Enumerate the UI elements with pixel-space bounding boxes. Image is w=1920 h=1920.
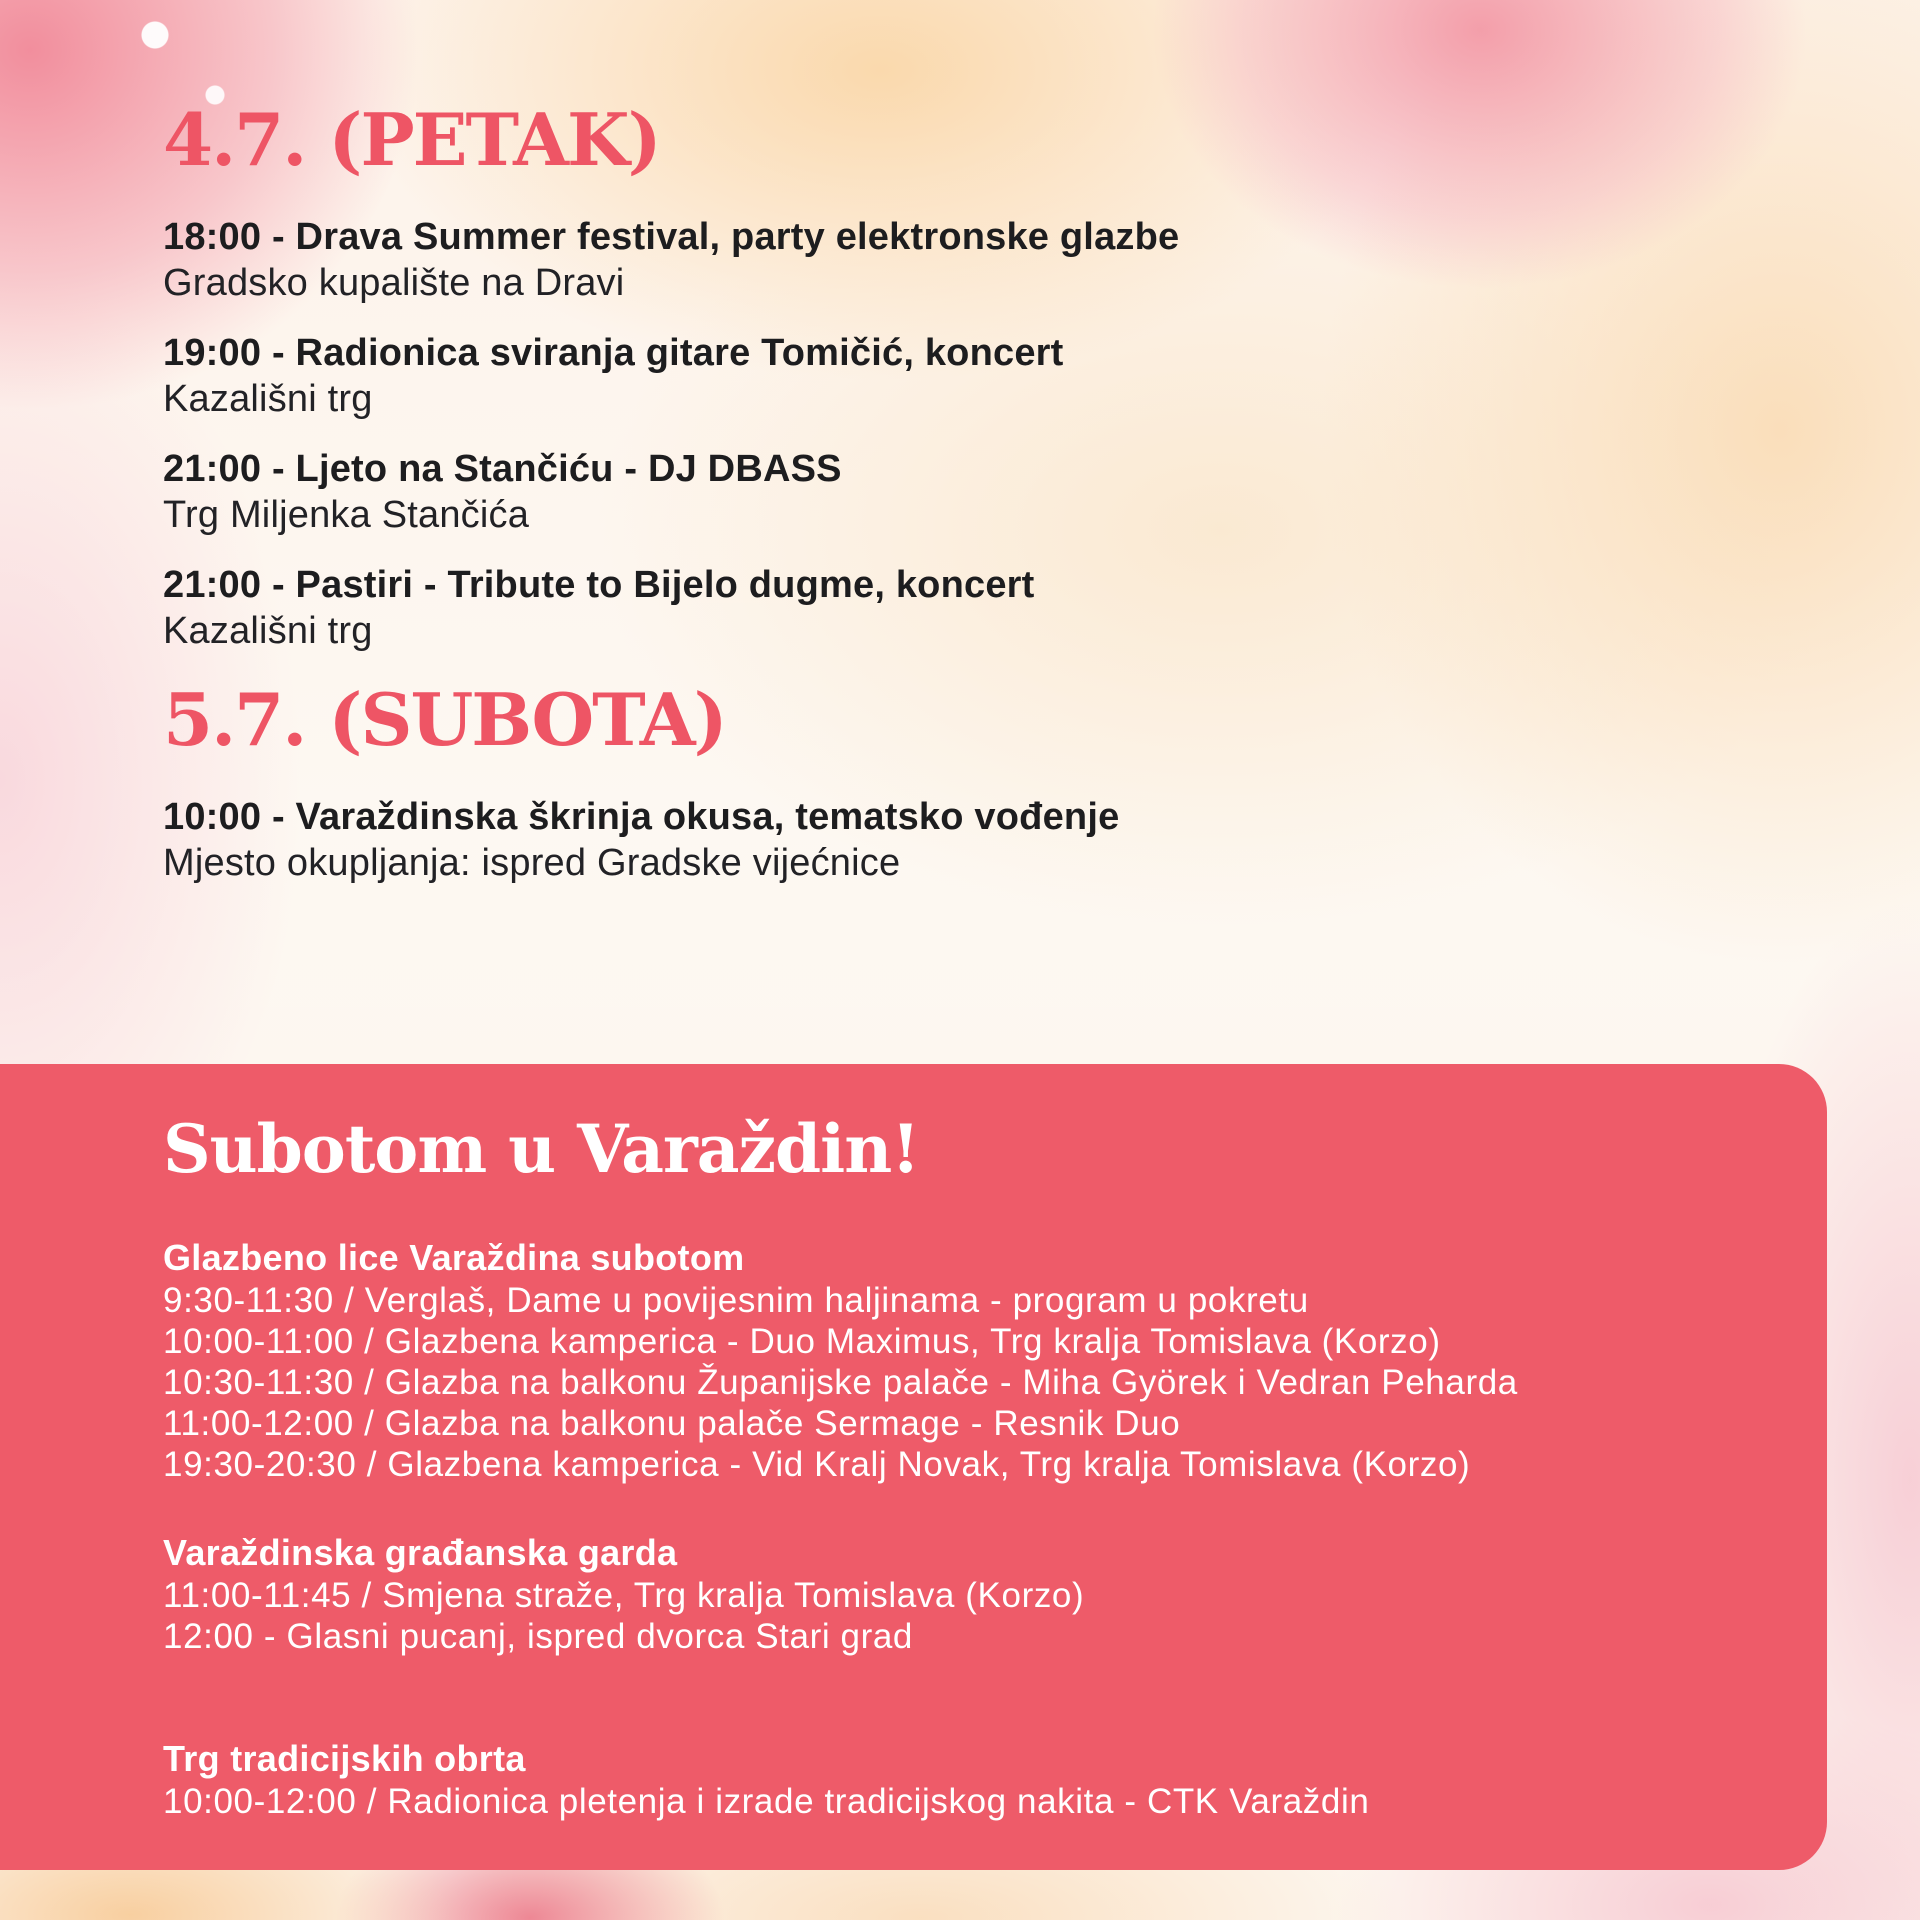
day-title-saturday: 5.7. (SUBOTA)	[163, 677, 726, 762]
event	[163, 330, 1860, 422]
event-title: 21:00 - Pastiri - Tribute to Bijelo dugme, koncert	[163, 564, 1035, 606]
event-location: Trg Miljenka Stančića	[163, 494, 530, 536]
event	[163, 214, 1860, 306]
event-location: Gradsko kupalište na Dravi	[163, 262, 625, 304]
group-line: 10:30-11:30 / Glazba na balkonu Županijske palače - Miha Györek i Vedran Peharda	[163, 1363, 1518, 1402]
event-title: 18:00 - Drava Summer festival, party elektronske glazbe	[163, 216, 1180, 258]
section-saturday	[163, 677, 1860, 886]
group-line: 12:00 - Glasni pucanj, ispred dvorca Stari grad	[163, 1617, 913, 1656]
group-line: 10:00-11:00 / Glazbena kamperica - Duo Maximus, Trg kralja Tomislava (Korzo)	[163, 1322, 1441, 1361]
event-title: 10:00 - Varaždinska škrinja okusa, tematsko vođenje	[163, 796, 1120, 838]
poster	[0, 0, 1920, 886]
event-list-friday	[163, 214, 1860, 654]
highlight-box-title: Subotom u Varaždin!	[163, 1110, 920, 1188]
event-location: Kazališni trg	[163, 378, 373, 420]
event	[163, 446, 1860, 538]
group-line: 10:00-12:00 / Radionica pletenja i izrade tradicijskog nakita - CTK Varaždin	[163, 1782, 1370, 1821]
highlight-group-music	[163, 1236, 1747, 1485]
event-location: Kazališni trg	[163, 610, 373, 652]
day-title-friday: 4.7. (PETAK)	[163, 97, 660, 182]
group-line: 9:30-11:30 / Verglaš, Dame u povijesnim haljinama - program u pokretu	[163, 1281, 1309, 1320]
group-line: 11:00-12:00 / Glazba na balkonu palače Sermage - Resnik Duo	[163, 1404, 1181, 1443]
group-heading: Trg tradicijskih obrta	[163, 1738, 526, 1779]
event-location: Mjesto okupljanja: ispred Gradske vijećnice	[163, 842, 901, 884]
group-heading: Varaždinska građanska garda	[163, 1532, 678, 1573]
event-list-saturday	[163, 794, 1860, 886]
group-heading: Glazbeno lice Varaždina subotom	[163, 1237, 745, 1278]
highlight-group-guard	[163, 1531, 1747, 1657]
event	[163, 562, 1860, 654]
event-title: 21:00 - Ljeto na Stančiću - DJ DBASS	[163, 448, 842, 490]
saturday-highlight-box	[0, 1064, 1827, 1870]
event	[163, 794, 1860, 886]
event-title: 19:00 - Radionica sviranja gitare Tomičić, koncert	[163, 332, 1064, 374]
group-line: 11:00-11:45 / Smjena straže, Trg kralja Tomislava (Korzo)	[163, 1576, 1085, 1615]
section-friday	[163, 97, 1860, 654]
highlight-group-crafts	[163, 1737, 1747, 1822]
group-line: 19:30-20:30 / Glazbena kamperica - Vid Kralj Novak, Trg kralja Tomislava (Korzo)	[163, 1445, 1471, 1484]
